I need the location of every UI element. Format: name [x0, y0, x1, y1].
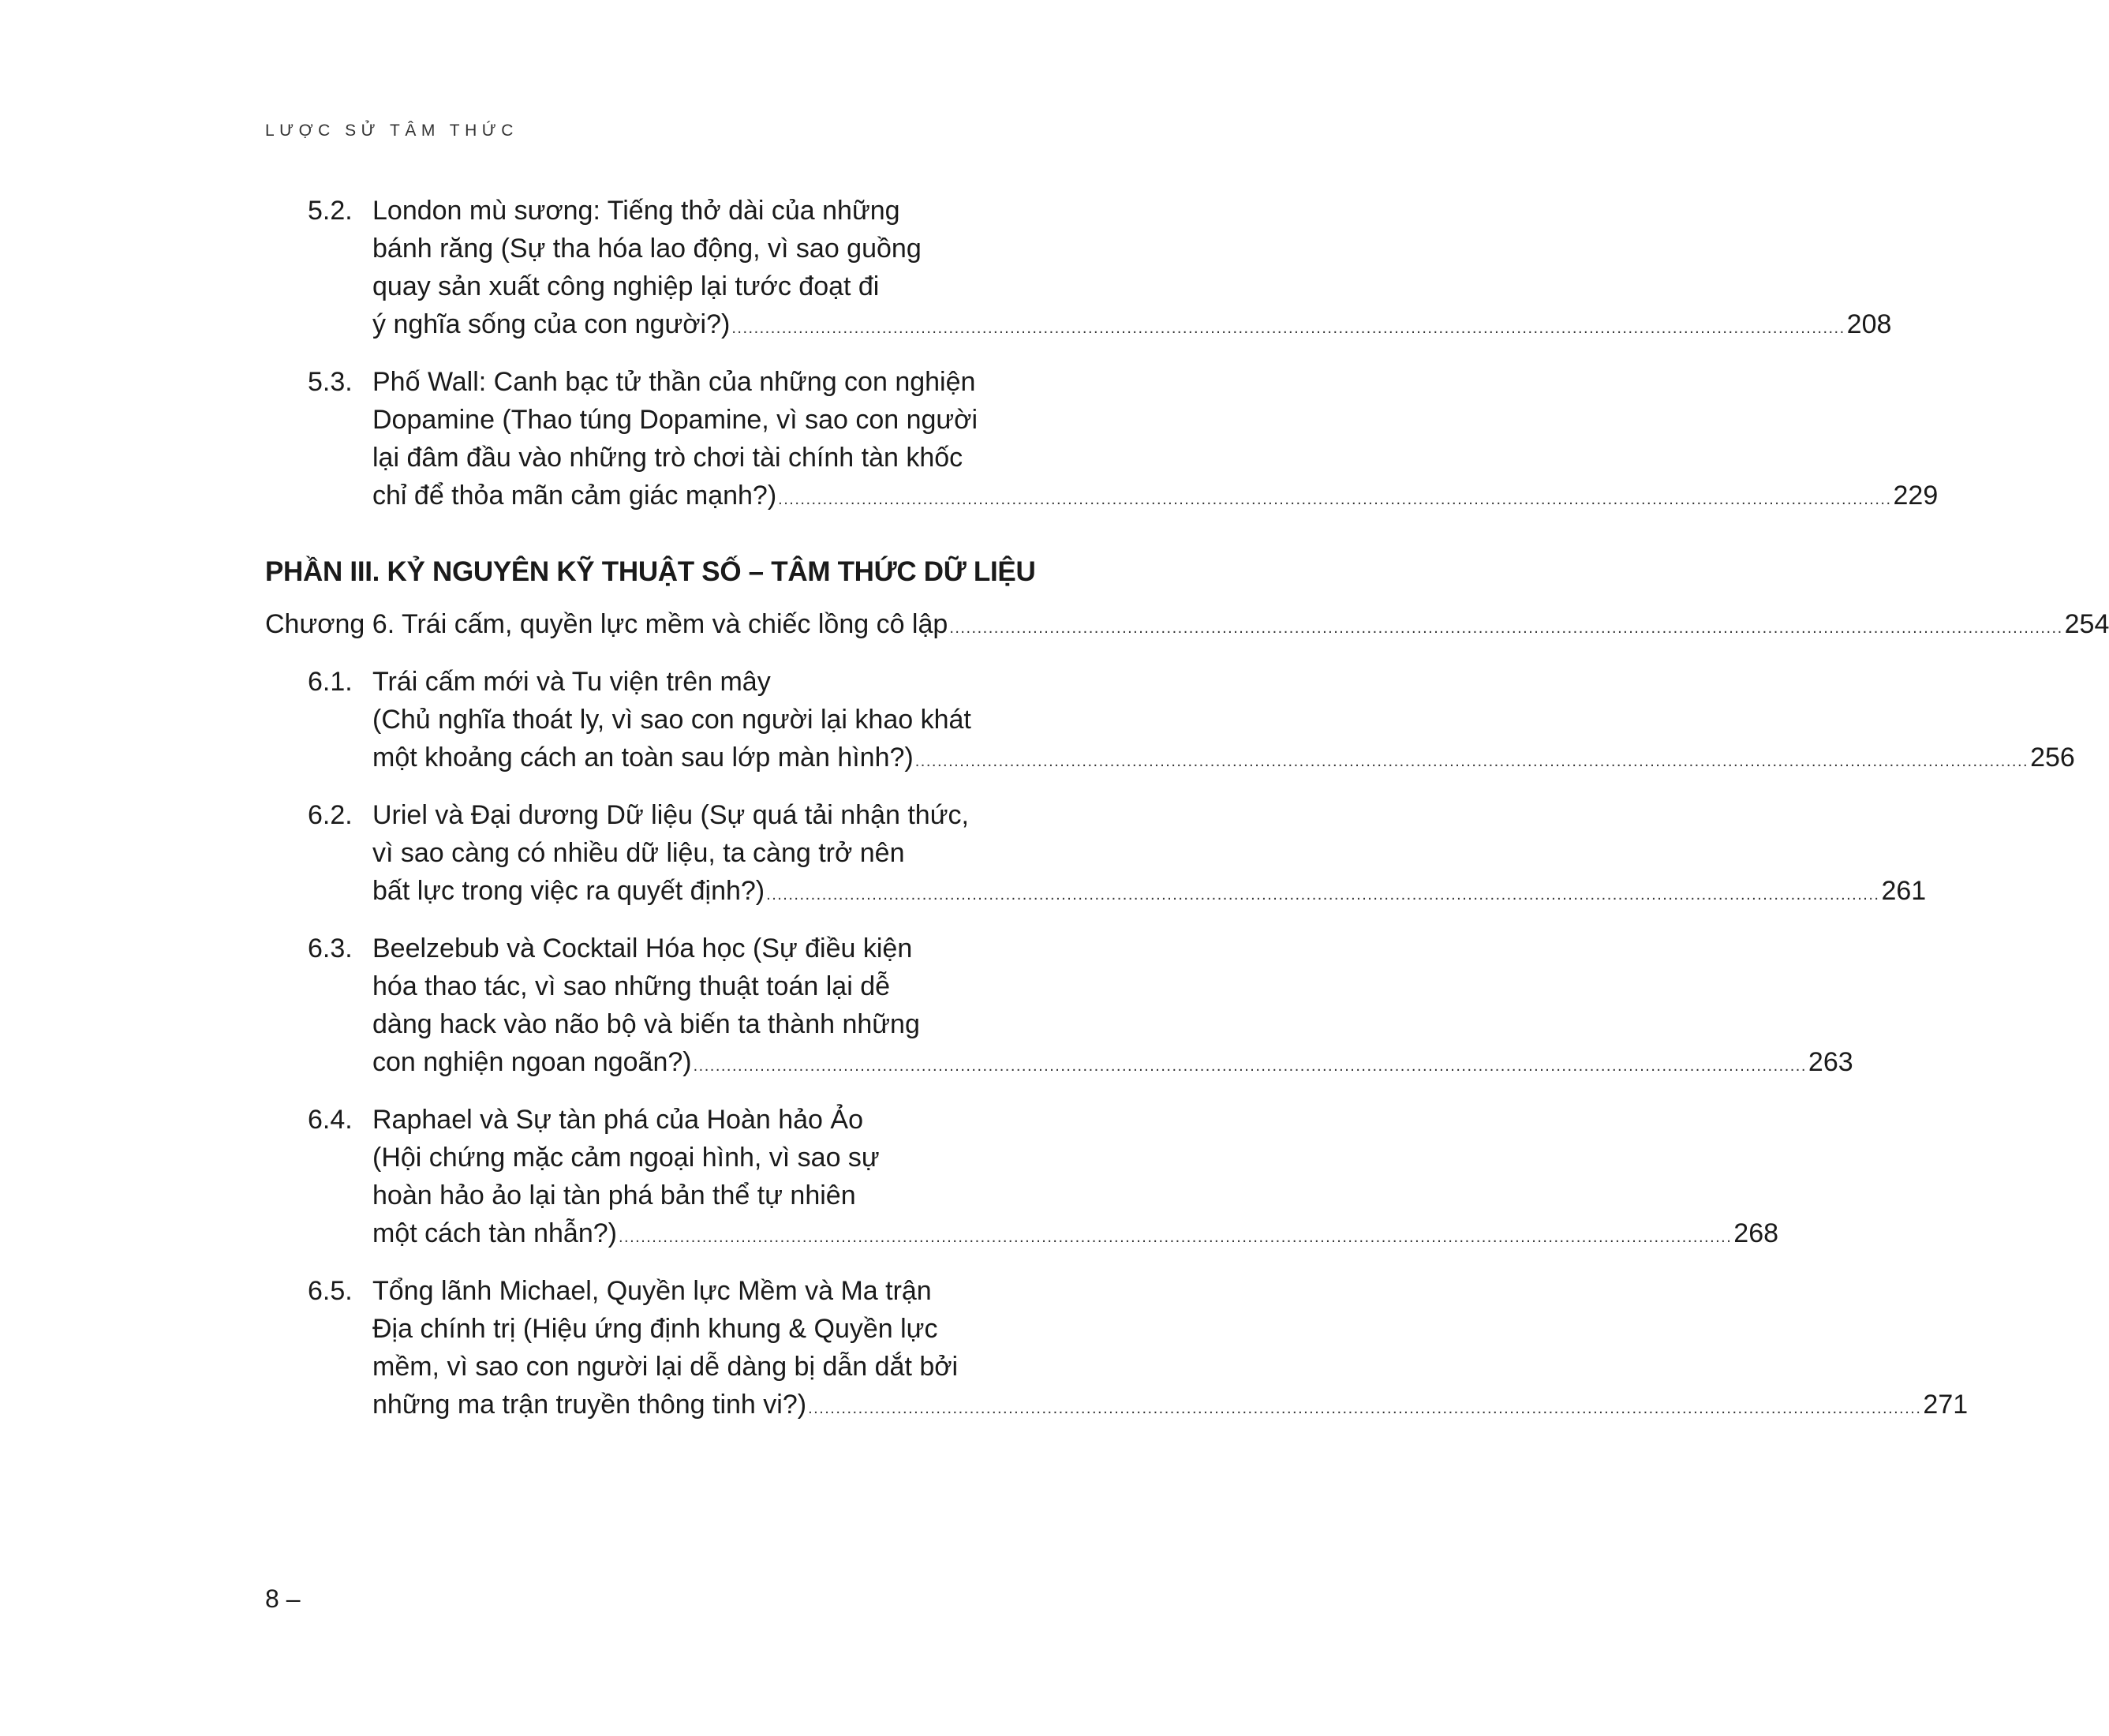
toc-entry-last-text: chỉ để thỏa mãn cảm giác mạnh?)	[372, 481, 777, 511]
table-of-contents	[265, 192, 2109, 1443]
toc-entry-last-line	[372, 872, 1926, 914]
running-header: LƯỢC SỬ TÂM THỨC	[265, 122, 518, 140]
toc-entry-body	[372, 363, 1938, 518]
toc-page-number: 271	[1923, 1390, 1969, 1420]
toc-entry-body	[372, 663, 2075, 780]
toc-entry-5-2	[265, 192, 1892, 347]
toc-entry-line: Dopamine (Thao túng Dopamine, vì sao con người	[372, 405, 978, 435]
dot-leader: ........................................................................................................................................................................................................	[778, 491, 1892, 508]
toc-entry-6-3	[265, 930, 1853, 1085]
toc-entry-last-line	[372, 1214, 1778, 1256]
toc-page-number: 261	[1881, 876, 1927, 906]
dot-leader: ........................................................................................................................................................................................................	[914, 753, 2029, 770]
toc-page-number: 263	[1808, 1047, 1853, 1077]
toc-entry-5-3	[265, 363, 1939, 518]
toc-entry-line: quay sản xuất công nghiệp lại tước đoạt đi	[372, 271, 880, 301]
toc-entry-line: Raphael và Sự tàn phá của Hoàn hảo Ảo	[372, 1105, 863, 1135]
toc-entry-last-text: một cách tàn nhẫn?)	[372, 1218, 617, 1248]
toc-entry-last-text: một khoảng cách an toàn sau lớp màn hình?)	[372, 743, 914, 773]
toc-entry-line: lại đâm đầu vào những trò chơi tài chính tàn khốc	[372, 443, 963, 473]
toc-entry-line: Uriel và Đại dương Dữ liệu (Sự quá tải nhận thức,	[372, 800, 969, 830]
toc-entry-body	[372, 1101, 1778, 1256]
toc-entry-number: 5.3.	[308, 367, 353, 397]
toc-entry-number: 6.5.	[308, 1276, 353, 1306]
toc-entry-number: 6.1.	[308, 667, 353, 697]
dot-leader: ........................................................................................................................................................................................................	[618, 1229, 1733, 1246]
dot-leader: ........................................................................................................................................................................................................	[731, 320, 1845, 337]
toc-entry-last-text: những ma trận truyền thông tinh vi?)	[372, 1390, 807, 1420]
toc-entry-last-text: bất lực trong việc ra quyết định?)	[372, 876, 765, 906]
toc-entry-line: London mù sương: Tiếng thở dài của những	[372, 196, 900, 226]
toc-page-number: 208	[1846, 309, 1892, 339]
dot-leader: ........................................................................................................................................................................................................	[949, 619, 2063, 637]
toc-entry-number: 5.2.	[308, 196, 353, 226]
toc-entry-6-4	[265, 1101, 1779, 1256]
toc-entry-6-2	[265, 796, 1927, 914]
toc-entry-line: (Chủ nghĩa thoát ly, vì sao con người lại khao khát	[372, 705, 971, 735]
toc-entry-body	[372, 796, 1926, 914]
toc-entry-last-line	[372, 1043, 1853, 1085]
toc-entry-last-text: con nghiện ngoan ngoãn?)	[372, 1047, 692, 1077]
toc-entry-number: 6.3.	[308, 933, 353, 963]
chapter-entry	[265, 605, 2109, 647]
toc-entry-line: hoàn hảo ảo lại tàn phá bản thể tự nhiên	[372, 1180, 856, 1210]
toc-entry-line: (Hội chứng mặc cảm ngoại hình, vì sao sự	[372, 1143, 880, 1173]
part-heading: PHẦN III. KỶ NGUYÊN KỸ THUẬT SỐ – TÂM THỨC DỮ LIỆU	[265, 556, 1036, 587]
toc-entry-line: Tổng lãnh Michael, Quyền lực Mềm và Ma trận	[372, 1276, 932, 1306]
toc-page-number: 254	[2064, 609, 2109, 639]
toc-page-number: 256	[2030, 743, 2075, 773]
toc-entry-last-line	[372, 305, 1891, 347]
dot-leader: ........................................................................................................................................................................................................	[808, 1400, 1922, 1417]
toc-entry-last-line	[372, 1386, 1968, 1427]
dot-leader: ........................................................................................................................................................................................................	[693, 1057, 1807, 1075]
toc-entry-line: bánh răng (Sự tha hóa lao động, vì sao guồng	[372, 234, 922, 264]
toc-entry-number: 6.4.	[308, 1105, 353, 1135]
toc-entry-body	[372, 1272, 1968, 1427]
page-number-footer: 8 –	[265, 1584, 301, 1613]
dot-leader: ........................................................................................................................................................................................................	[766, 886, 1880, 904]
toc-entry-line: Beelzebub và Cocktail Hóa học (Sự điều kiện	[372, 933, 913, 963]
toc-entry-body	[372, 192, 1891, 347]
toc-entry-last-line	[372, 739, 2075, 780]
chapter-title: Chương 6. Trái cấm, quyền lực mềm và chiếc lồng cô lập	[265, 609, 948, 639]
toc-entry-number: 6.2.	[308, 800, 353, 830]
toc-entry-6-5	[265, 1272, 1969, 1427]
toc-entry-body	[372, 930, 1853, 1085]
toc-entry-last-text: ý nghĩa sống của con người?)	[372, 309, 731, 339]
toc-entry-line: vì sao càng có nhiều dữ liệu, ta càng trở nên	[372, 838, 905, 868]
toc-page-number: 229	[1893, 481, 1939, 511]
toc-entry-line: hóa thao tác, vì sao những thuật toán lại dễ	[372, 971, 891, 1001]
toc-entry-line: Phố Wall: Canh bạc tử thần của những con nghiện	[372, 367, 976, 397]
toc-entry-last-line	[372, 477, 1938, 518]
toc-entry-line: dàng hack vào não bộ và biến ta thành những	[372, 1009, 920, 1039]
toc-entry-line: Trái cấm mới và Tu viện trên mây	[372, 667, 771, 697]
toc-entry-6-1	[265, 663, 2075, 780]
toc-page-number: 268	[1733, 1218, 1779, 1248]
toc-entry-line: mềm, vì sao con người lại dễ dàng bị dẫn dắt bởi	[372, 1352, 959, 1382]
toc-entry-line: Địa chính trị (Hiệu ứng định khung & Quyền lực	[372, 1314, 938, 1344]
